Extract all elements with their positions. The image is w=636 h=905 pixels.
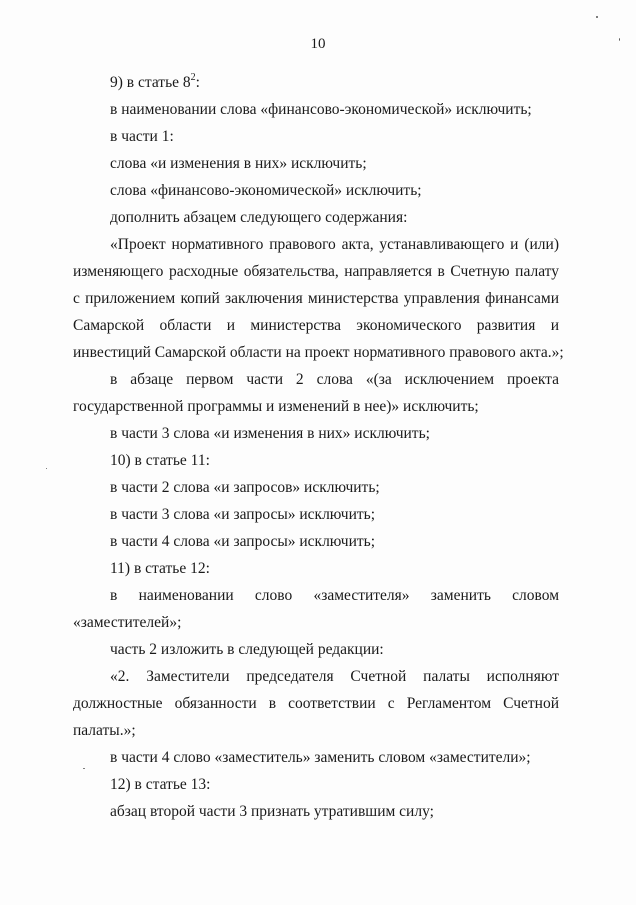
paragraph-line: государственной программы и изменений в нее)» исключить;	[73, 398, 479, 415]
paragraph-line: слова «и изменения в них» исключить;	[110, 155, 367, 172]
scan-speck	[619, 38, 620, 41]
paragraph-line: в абзаце первом части 2 слова «(за исключением проекта	[110, 371, 559, 388]
scan-speck	[83, 768, 85, 769]
paragraph-line: абзац второй части 3 признать утратившим силу;	[110, 803, 434, 820]
paragraph-line: с приложением копий заключения министерства управления финансами	[73, 290, 559, 307]
paragraph-line: в наименовании слова «финансово-экономической» исключить;	[110, 101, 532, 118]
line-tail: :	[195, 74, 200, 91]
paragraph-line: в части 3 слова «и запросы» исключить;	[110, 506, 376, 523]
paragraph-line: дополнить абзацем следующего содержания:	[110, 209, 408, 226]
paragraph-line: в наименовании слово «заместителя» заменить словом	[110, 587, 559, 604]
paragraph-line: инвестиций Самарской области на проект нормативного правового акта.»;	[73, 344, 564, 361]
paragraph-line: «2. Заместители председателя Счетной палаты исполняют	[110, 668, 559, 685]
page-number: 10	[310, 36, 326, 52]
item-11-heading: 11) в статье 12:	[110, 560, 210, 577]
paragraph-line: слова «финансово-экономической» исключить;	[110, 182, 422, 199]
paragraph-line: в части 2 слова «и запросов» исключить;	[110, 479, 380, 496]
scan-speck	[46, 468, 47, 469]
superscript: 2	[190, 71, 196, 83]
scan-speck	[596, 16, 598, 18]
item-10-heading: 10) в статье 11:	[110, 452, 210, 469]
paragraph-line: в части 4 слова «и запросы» исключить;	[110, 533, 376, 550]
paragraph-line: «Проект нормативного правового акта, устанавливающего и (или)	[110, 236, 559, 253]
paragraph-line: должностные обязанности в соответствии с Регламентом Счетной	[73, 695, 559, 712]
paragraph-line: Самарской области и министерства экономического развития и	[73, 317, 559, 334]
paragraph-line: «заместителей»;	[73, 614, 182, 631]
item-9-heading	[110, 71, 200, 92]
paragraph-line: палаты.»;	[73, 722, 136, 739]
line-text: 9) в статье 8	[110, 74, 191, 91]
item-12-heading: 12) в статье 13:	[110, 776, 211, 793]
paragraph-line: в части 1:	[110, 128, 174, 145]
paragraph-line: часть 2 изложить в следующей редакции:	[110, 641, 384, 658]
paragraph-line: в части 3 слова «и изменения в них» исключить;	[110, 425, 430, 442]
paragraph-line: изменяющего расходные обязательства, направляется в Счетную палату	[73, 263, 559, 280]
paragraph-line: в части 4 слово «заместитель» заменить словом «заместители»;	[110, 749, 531, 766]
